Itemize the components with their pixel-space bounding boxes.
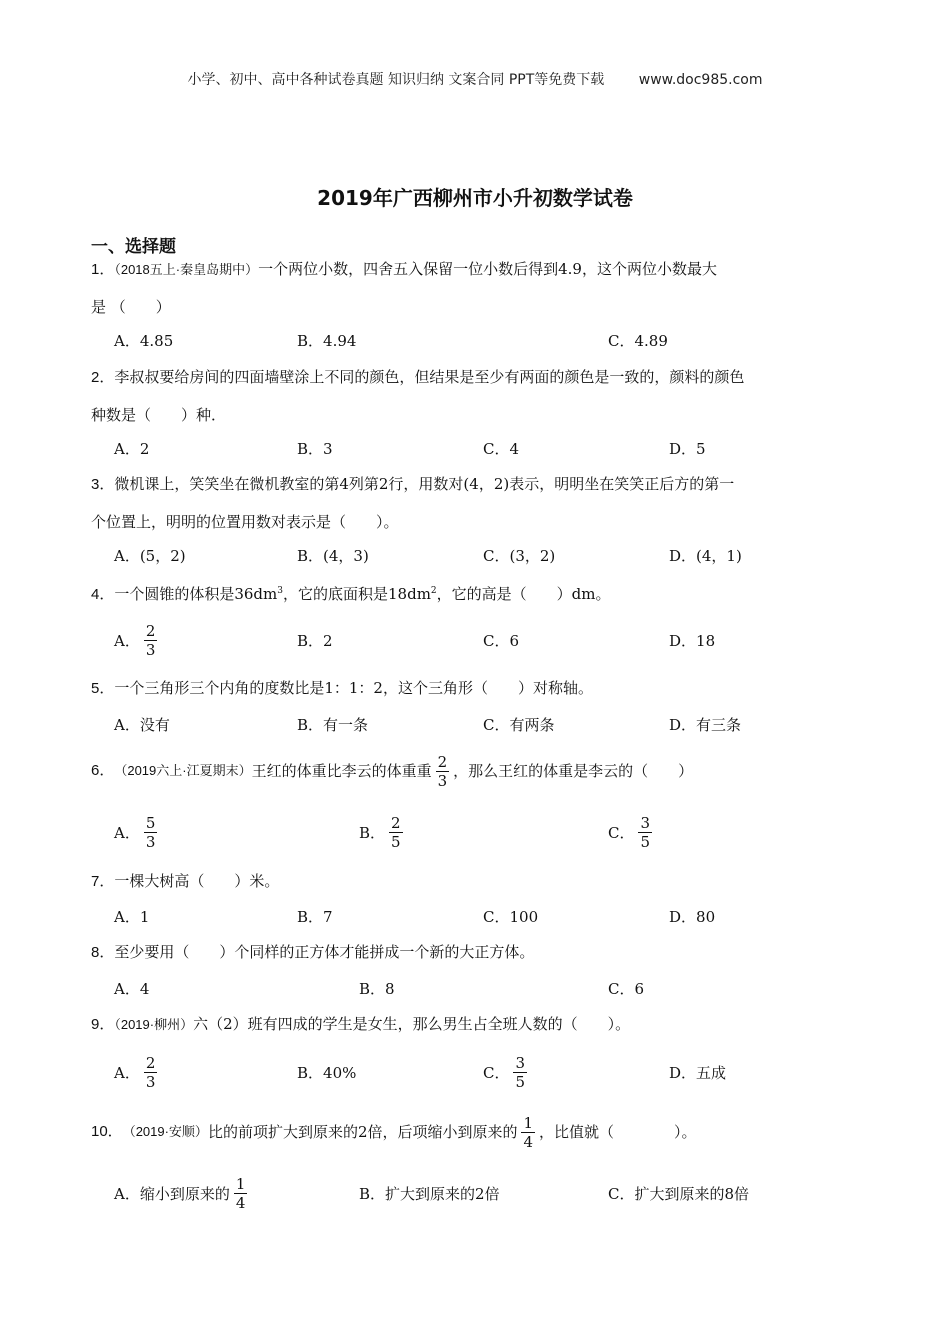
question-9: 9．（2019·柳州）六（2）班有四成的学生是女生，那么男生占全班人数的（ ）。	[91, 1015, 631, 1033]
q9-option-c[interactable]: C． $\frac{3}{5}$	[483, 1053, 526, 1091]
q9-option-b[interactable]: B．40%	[297, 1063, 357, 1082]
q8-option-b[interactable]: B．8	[359, 979, 395, 998]
page-header	[0, 69, 950, 89]
q4-option-a[interactable]: A． $\frac{2}{3}$	[114, 621, 156, 659]
fraction: $\frac{3}{5}$	[640, 813, 651, 851]
q4-option-c[interactable]: C．6	[483, 631, 520, 650]
q1-option-a[interactable]: A．4.85	[114, 331, 174, 350]
header-text: 小学、初中、高中各种试卷真题 知识归纳 文案合同 PPT等免费下载	[187, 72, 605, 88]
fraction: $\frac{2}{3}$	[145, 1053, 156, 1091]
q5-option-a[interactable]: A．没有	[114, 715, 170, 734]
q6-option-a[interactable]: A． $\frac{5}{3}$	[114, 813, 156, 851]
question-1: 1．（2018五上·秦皇岛期中）一个两位小数，四舍五入保留一位小数后得到4.9，这个两位小数最大 是 （ ）	[91, 260, 717, 316]
q7-option-c[interactable]: C．100	[483, 907, 539, 926]
fraction: $\frac{5}{3}$	[145, 813, 156, 851]
section-heading: 一、选择题	[91, 237, 176, 257]
page-title: 2019年广西柳州市小升初数学试卷	[317, 186, 633, 210]
question-10: 10． （2019·安顺） 比的前项扩大到原来的2倍，后项缩小到原来的 $\frac{1}{4}$ ，比值就（ ）。	[91, 1113, 697, 1151]
q10-option-a[interactable]: A．缩小到原来的 $\frac{1}{4}$	[114, 1174, 246, 1212]
q10-option-b[interactable]: B．扩大到原来的2倍	[359, 1184, 500, 1203]
q7-option-b[interactable]: B．7	[297, 907, 333, 926]
question-4: 4．一个圆锥的体积是$36dm^3$，它的底面积是$18dm^2$，它的高是（ ）dm。	[91, 585, 611, 603]
question-2: 2．李叔叔要给房间的四面墙壁涂上不同的颜色，但结果是至少有两面的颜色是一致的，颜料的颜色 种数是（ ）种．	[91, 368, 745, 424]
q4-option-b[interactable]: B．2	[297, 631, 333, 650]
q5-option-c[interactable]: C．有两条	[483, 715, 555, 734]
q4-option-d[interactable]: D．18	[669, 631, 716, 650]
header-site-link[interactable]: www.doc985.com	[638, 72, 763, 88]
question-8: 8．至少要用（ ）个同样的正方体才能拼成一个新的大正方体。	[91, 943, 535, 961]
q2-option-c[interactable]: C．4	[483, 439, 520, 458]
q10-option-c[interactable]: C．扩大到原来的8倍	[608, 1184, 750, 1203]
q6-option-c[interactable]: C． $\frac{3}{5}$	[608, 813, 651, 851]
fraction: $\frac{3}{5}$	[515, 1053, 526, 1091]
fraction: $\frac{1}{4}$	[523, 1113, 534, 1151]
q5-option-d[interactable]: D．有三条	[669, 715, 742, 734]
fraction: $\frac{2}{3}$	[437, 752, 448, 790]
q1-option-c[interactable]: C．4.89	[608, 331, 668, 350]
fraction: $\frac{1}{4}$	[235, 1174, 246, 1212]
question-6: 6． （2019六上·江夏期末） 王红的体重比李云的体重重 $\frac{2}{3}$ ，那么王红的体重是李云的（ ）	[91, 752, 694, 790]
q6-option-b[interactable]: B． $\frac{2}{5}$	[359, 813, 401, 851]
q2-option-a[interactable]: A．2	[114, 439, 150, 458]
question-5: 5．一个三角形三个内角的度数比是1：1：2，这个三角形（ ）对称轴。	[91, 679, 593, 697]
q3-option-b[interactable]: B．(4，3)	[297, 546, 369, 565]
q2-option-d[interactable]: D．5	[669, 439, 706, 458]
q5-option-b[interactable]: B．有一条	[297, 715, 369, 734]
q2-option-b[interactable]: B．3	[297, 439, 333, 458]
q3-option-a[interactable]: A．(5，2)	[114, 546, 186, 565]
q9-option-d[interactable]: D．五成	[669, 1063, 727, 1082]
question-3: 3．微机课上，笑笑坐在微机教室的第4列第2行，用数对(4，2)表示，明明坐在笑笑正后方的第一 个位置上，明明的位置用数对表示是（ ）。	[91, 475, 735, 531]
question-7: 7．一棵大树高（ ）米。	[91, 872, 280, 890]
q8-option-c[interactable]: C．6	[608, 979, 645, 998]
fraction: $\frac{2}{3}$	[145, 621, 156, 659]
q8-option-a[interactable]: A．4	[114, 979, 150, 998]
q1-option-b[interactable]: B．4.94	[297, 331, 357, 350]
q3-option-d[interactable]: D．(4，1)	[669, 546, 742, 565]
q3-option-c[interactable]: C．(3，2)	[483, 546, 556, 565]
q7-option-a[interactable]: A．1	[114, 907, 150, 926]
fraction: $\frac{2}{5}$	[391, 813, 401, 851]
q9-option-a[interactable]: A． $\frac{2}{3}$	[114, 1053, 156, 1091]
q7-option-d[interactable]: D．80	[669, 907, 716, 926]
